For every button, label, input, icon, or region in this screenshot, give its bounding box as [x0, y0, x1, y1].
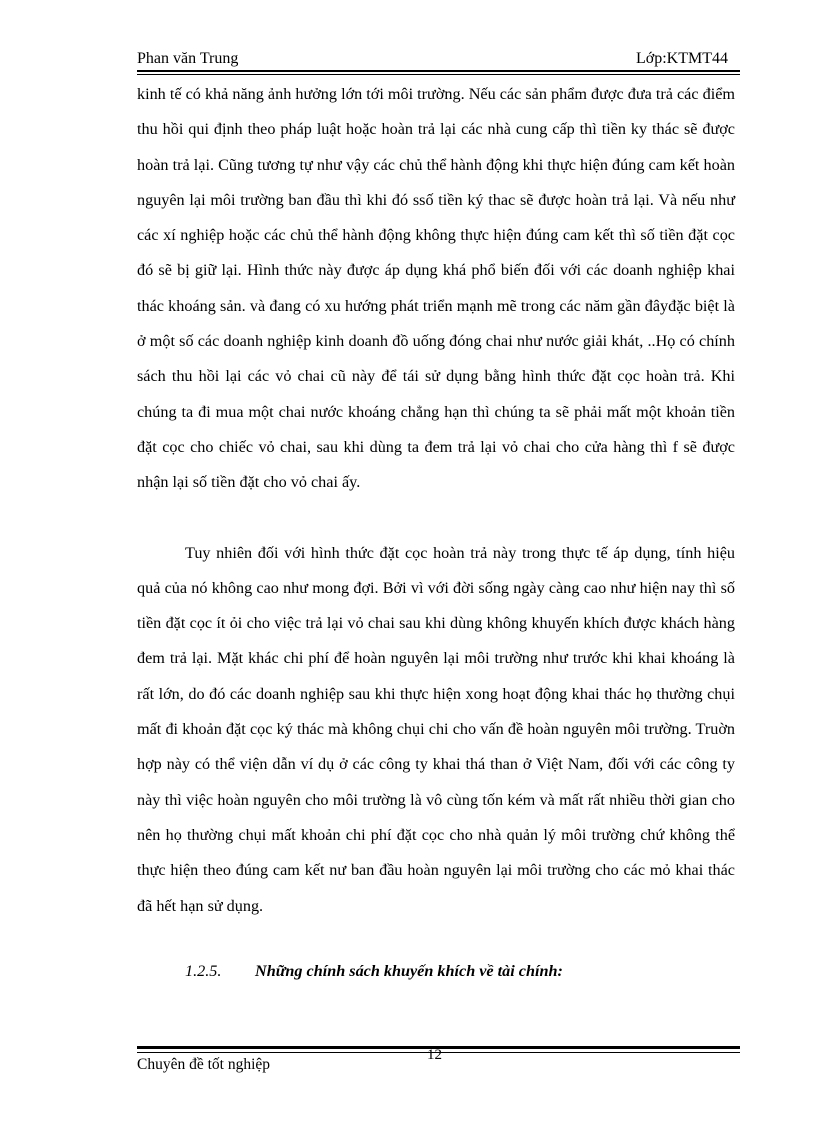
body-text	[137, 77, 735, 924]
header-rule-thin	[137, 74, 740, 75]
header-author: Phan văn Trung	[137, 50, 239, 67]
section-title: Những chính sách khuyến khích về tài chính:	[255, 962, 563, 980]
section-number: 1.2.5.	[185, 962, 222, 980]
paragraph-1: kinh tế có khả năng ảnh hưởng lớn tới môi trường. Nếu các sản phẩm được đưa trả các điểm thu hồi qui định theo pháp luật hoặc hoàn trả lại các nhà cung cấp thì tiền ky thác sẽ được hoàn trả lại. Cũng tương tự như vậy các chủ thể hành động khi thực hiện đúng cam kết hoàn nguyên lại môi trường ban đầu thì khi đó ssố tiền ký thac sẽ được hoàn trả lại. Và nếu như các xí nghiệp hoặc các chủ thể hành động không thực hiện đúng cam kết thì số tiền đặt cọc đó sẽ bị giữ lại. Hình thức này được áp dụng khá phổ biến đối với các doanh nghiệp khai thác khoáng sản. và đang có xu hướng phát triển mạnh mẽ trong các năm gần đâyđặc biệt là ở một số các doanh nghiệp kinh doanh đồ uống đóng chai như nước giải khát, ..Họ có chính sách thu hồi lại các vỏ chai cũ này để tái sử dụng bằng hình thức đặt cọc hoàn trả. Khi chúng ta đi mua một chai nước khoáng chẳng hạn thì chúng ta sẽ phải mất một khoản tiền đặt cọc cho chiếc vỏ chai, sau khi dùng ta đem trả lại vỏ chai cho cửa hàng thì f sẽ được nhận lại số tiền đặt cho vỏ chai ấy.	[137, 85, 735, 492]
header-rule	[137, 70, 740, 72]
section-heading	[185, 962, 563, 981]
page-header	[137, 50, 740, 70]
footer-label: Chuyên đề tốt nghiệp	[137, 1056, 271, 1073]
page-number: 12	[427, 1047, 442, 1063]
paragraph-2: Tuy nhiên đối với hình thức đặt cọc hoàn trả này trong thực tế áp dụng, tính hiệu quả của nó không cao như mong đợi. Bởi vì với đời sống ngày càng cao như hiện nay thì số tiền đặt cọc ít ỏi cho việc trả lại vỏ chai sau khi dùng không khuyến khích được khách hàng đem trả lại. Mặt khác chi phí để hoàn nguyên lại môi trường như trước khi khai khoáng là rất lớn, do đó các doanh nghiệp sau khi thực hiện xong hoạt động khai thác họ thường chụi mất đi khoản đặt cọc ký thác mà không chụi chi cho vấn đề hoàn nguyên môi trường. Truờn hợp này có thể viện dẫn ví dụ ở các công ty khai thá than ở Việt Nam, đối với các công ty này thì việc hoàn nguyên cho môi trường là vô cùng tốn kém và mất rất nhiều thời gian cho nên họ thường chụi mất khoản chi phí đặt cọc cho nhà quản lý môi trường chứ không thể thực hiện theo đúng cam kết nư ban đầu hoàn nguyên lại môi trường cho các mỏ khai thác đã hết hạn sử dụng.	[137, 543, 735, 915]
header-class: Lớp:KTMT44	[635, 50, 728, 67]
